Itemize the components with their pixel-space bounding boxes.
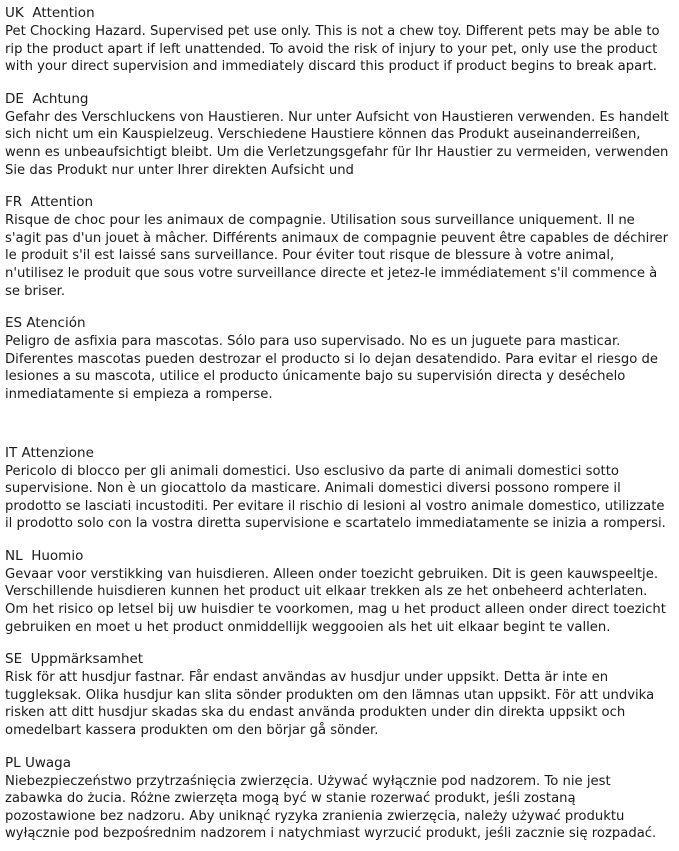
section-heading-es: ES Atención (5, 315, 86, 332)
warning-section-it (5, 445, 669, 533)
warning-section-de (5, 91, 669, 179)
section-heading-fr: FR Attention (5, 194, 94, 211)
section-body-fr: Risque de choc pour les animaux de compagnie. Utilisation sous surveillance uniquement. Il ne s'agit pas d'un jouet à mâcher. Différents animaux de compagnie peuvent être capables de déchirer le produit s'il est laissé sans surveillance. Pour éviter tout risque de blessure à votre animal, n'utilisez le produit que sous votre surveillance directe et jetez-le immédiatement s'il commence à se briser. (5, 213, 669, 299)
warning-section-se (5, 651, 669, 739)
warning-section-nl (5, 548, 669, 636)
warning-section-fr (5, 194, 669, 300)
section-body-nl: Gevaar voor verstikking van huisdieren. Alleen onder toezicht gebruiken. Dit is geen kauwspeeltje. Verschillende huisdieren kunnen het product uit elkaar trekken als ze het onbeheerd achterlaten. Om het risico op letsel bij uw huisdier te voorkomen, mag u het product alleen onder direct toezicht gebruiken en moet u het product onmiddellijk weggooien als het uit elkaar begint te vallen. (5, 566, 666, 635)
section-body-de: Gefahr des Verschluckens von Haustieren. Nur unter Aufsicht von Haustieren verwenden. Es handelt sich nicht um ein Kauspielzeug. Verschiedene Haustiere können das Produkt auseinanderreißen, wenn es unbeaufsichtigt bleibt. Um die Verletzungsgefahr für Ihr Haustier zu vermeiden, verwenden Sie das Produkt nur unter Ihrer direkten Aufsicht und (5, 109, 669, 178)
section-heading-nl: NL Huomio (5, 547, 84, 564)
section-heading-it: IT Attenzione (5, 444, 94, 461)
section-heading-pl: PL Uwaga (5, 754, 71, 771)
section-heading-uk: UK Attention (5, 5, 95, 21)
section-body-pl: Niebezpieczeństwo przytrzaśnięcia zwierzęcia. Używać wyłącznie pod nadzorem. To nie jest zabawka do żucia. Różne zwierzęta mogą być w stanie rozerwać produkt, jeśli zostaną pozostawione bez nadzoru. Aby uniknąć ryzyka zranienia zwierzęcia, należy używać produktu wyłącznie pod bezpośrednim nadzorem i natychmiast wyrzucić produkt, jeśli zacznie się rozpadać. (5, 773, 657, 842)
warning-section-pl (5, 755, 669, 843)
warning-section-es (5, 315, 669, 403)
section-body-es: Peligro de asfixia para mascotas. Sólo para uso supervisado. No es un juguete para masticar. Diferentes mascotas pueden destrozar el producto si lo dejan desatendido. Para evitar el riesgo de lesiones a su mascota, utilice el producto únicamente bajo su supervisión directa y deséchelo inmediatamente si empieza a romperse. (5, 334, 658, 402)
warning-section-uk (5, 5, 669, 76)
section-body-uk: Pet Chocking Hazard. Supervised pet use only. This is not a chew toy. Different pets may be able to rip the product apart if left unattended. To avoid the risk of injury to your pet, only use the product with your direct supervision and immediately discard this product if product begins to break apart. (5, 24, 660, 75)
section-heading-de: DE Achtung (5, 90, 89, 107)
section-body-se: Risk för att husdjur fastnar. Får endast användas av husdjur under uppsikt. Detta är inte en tuggleksak. Olika husdjur kan slita sönder produkten om den lämnas utan uppsikt. För att undvika risken att ditt husdjur skadas ska du endast använda produkten under din direkta uppsikt och omedelbart kassera produkten om den börjar gå sönder. (5, 670, 655, 739)
section-body-it: Pericolo di blocco per gli animali domestici. Uso esclusivo da parte di animali domestici sotto supervisione. Non è un giocattolo da masticare. Animali domestici diversi possono rompere il prodotto se lasciati incustoditi. Per evitare il rischio di lesioni al vostro animale domestico, utilizzate il prodotto solo con la vostra diretta supervisione e scartatelo immediatamente se inizia a rompersi. (5, 463, 666, 532)
section-heading-se: SE Uppmärksamhet (5, 651, 144, 668)
